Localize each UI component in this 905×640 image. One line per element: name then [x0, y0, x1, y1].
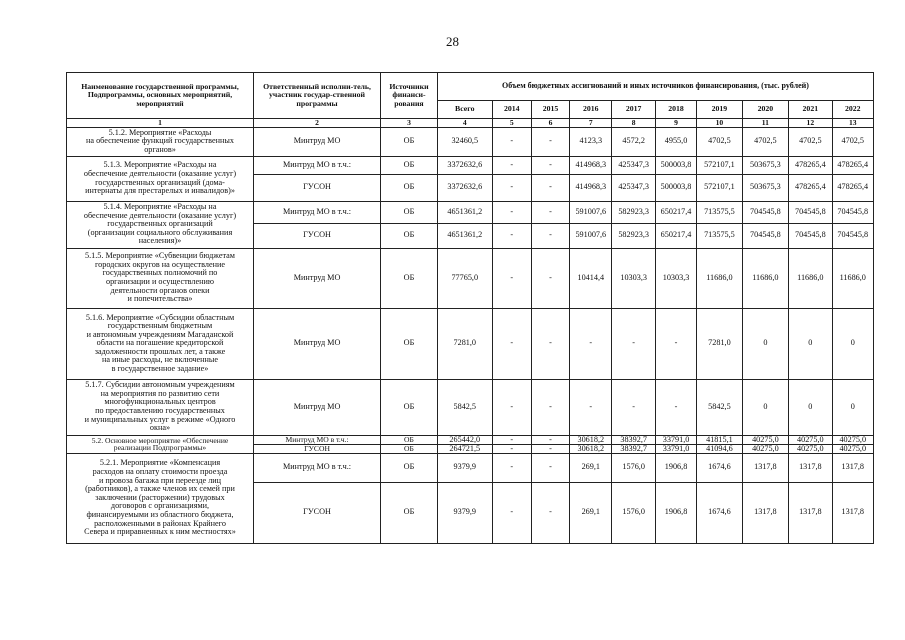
total-cell: 9379,9 [437, 482, 492, 543]
source-cell: ОБ [381, 444, 438, 453]
year-value-cell: 0 [789, 379, 832, 435]
index-cell: 3 [381, 119, 438, 128]
responsible-cell: ГУСОН [254, 223, 381, 248]
year-value-cell: 591007,6 [570, 201, 612, 223]
table-header [67, 73, 874, 119]
year-value-cell: - [531, 248, 569, 308]
year-value-cell: - [531, 308, 569, 379]
year-value-cell: 500003,8 [655, 156, 696, 174]
index-row [67, 119, 874, 128]
index-cell: 5 [492, 119, 531, 128]
year-value-cell: 650217,4 [655, 201, 696, 223]
year-value-cell: 1576,0 [612, 482, 655, 543]
year-value-cell: 713575,5 [697, 201, 742, 223]
year-value-cell: - [531, 482, 569, 543]
year-value-cell: - [492, 174, 531, 201]
year-value-cell: 704545,8 [789, 201, 832, 223]
total-cell: 265442,0 [437, 435, 492, 444]
year-value-cell: 38392,7 [612, 435, 655, 444]
header-year: 2014 [492, 101, 531, 119]
year-value-cell: 33791,0 [655, 444, 696, 453]
header-funding-group: Объем бюджетных ассигнований и иных источников финансирования, (тыс. рублей) [437, 73, 873, 101]
index-cell: 4 [437, 119, 492, 128]
total-cell: 3372632,6 [437, 174, 492, 201]
total-cell: 77765,0 [437, 248, 492, 308]
total-cell: 32460,5 [437, 127, 492, 156]
year-value-cell: 11686,0 [742, 248, 788, 308]
header-name: Наименование государственной программы, Подпрограммы, основных мероприятий, мероприятий [67, 73, 254, 119]
year-value-cell: 704545,8 [742, 201, 788, 223]
year-value-cell: - [612, 308, 655, 379]
responsible-cell: Минтруд МО [254, 127, 381, 156]
year-value-cell: 0 [742, 379, 788, 435]
index-cell: 6 [531, 119, 569, 128]
year-value-cell: - [531, 201, 569, 223]
year-value-cell: 1317,8 [789, 453, 832, 482]
total-cell: 3372632,6 [437, 156, 492, 174]
header-year: 2021 [789, 101, 832, 119]
source-cell: ОБ [381, 482, 438, 543]
year-value-cell: 40275,0 [832, 435, 873, 444]
activity-name: 5.1.4. Мероприятие «Расходы на обеспечение деятельности (оказание услуг) государственных организаций (организации социального обслуживания населения)» [67, 201, 254, 248]
year-value-cell: - [612, 379, 655, 435]
year-value-cell: - [531, 435, 569, 444]
activity-name: 5.1.5. Мероприятие «Субвенции бюджетам городских округов на осуществление государственных полномочий по организации и осуществлению деятельности органов опеки и попечительства» [67, 248, 254, 308]
year-value-cell: 4572,2 [612, 127, 655, 156]
source-cell: ОБ [381, 308, 438, 379]
index-cell: 12 [789, 119, 832, 128]
year-value-cell: 478265,4 [832, 156, 873, 174]
total-cell: 4651361,2 [437, 223, 492, 248]
year-value-cell: 4702,5 [789, 127, 832, 156]
year-value-cell: - [492, 379, 531, 435]
year-value-cell: - [531, 444, 569, 453]
total-cell: 4651361,2 [437, 201, 492, 223]
total-cell: 7281,0 [437, 308, 492, 379]
year-value-cell: - [492, 444, 531, 453]
year-value-cell: 582923,3 [612, 201, 655, 223]
index-cell: 2 [254, 119, 381, 128]
year-value-cell: - [531, 453, 569, 482]
year-value-cell: - [531, 223, 569, 248]
header-year: 2016 [570, 101, 612, 119]
year-value-cell: 1317,8 [742, 482, 788, 543]
year-value-cell: 10414,4 [570, 248, 612, 308]
responsible-cell: ГУСОН [254, 444, 381, 453]
year-value-cell: 1317,8 [832, 482, 873, 543]
year-value-cell: 40275,0 [742, 435, 788, 444]
source-cell: ОБ [381, 174, 438, 201]
year-value-cell: 1317,8 [832, 453, 873, 482]
year-value-cell: 4123,3 [570, 127, 612, 156]
source-cell: ОБ [381, 435, 438, 444]
year-value-cell: 425347,3 [612, 174, 655, 201]
index-cell: 7 [570, 119, 612, 128]
year-value-cell: - [492, 127, 531, 156]
table-row [67, 127, 874, 156]
year-value-cell: 30618,2 [570, 435, 612, 444]
year-value-cell: 4955,0 [655, 127, 696, 156]
year-value-cell: 713575,5 [697, 223, 742, 248]
source-cell: ОБ [381, 201, 438, 223]
index-cell: 11 [742, 119, 788, 128]
year-value-cell: 591007,6 [570, 223, 612, 248]
financing-table [66, 72, 874, 544]
table-row [67, 435, 874, 444]
source-cell: ОБ [381, 379, 438, 435]
responsible-cell: Минтруд МО в т.ч.: [254, 156, 381, 174]
total-cell: 5842,5 [437, 379, 492, 435]
year-value-cell: 7281,0 [697, 308, 742, 379]
year-value-cell: 40275,0 [742, 444, 788, 453]
index-cell: 13 [832, 119, 873, 128]
year-value-cell: - [531, 127, 569, 156]
year-value-cell: 4702,5 [832, 127, 873, 156]
year-value-cell: 1674,6 [697, 453, 742, 482]
header-total: Всего [437, 101, 492, 119]
total-cell: 9379,9 [437, 453, 492, 482]
year-value-cell: 582923,3 [612, 223, 655, 248]
responsible-cell: Минтруд МО [254, 248, 381, 308]
year-value-cell: 478265,4 [832, 174, 873, 201]
year-value-cell: 11686,0 [697, 248, 742, 308]
table-row [67, 308, 874, 379]
header-year: 2017 [612, 101, 655, 119]
year-value-cell: 30618,2 [570, 444, 612, 453]
year-value-cell: 1317,8 [742, 453, 788, 482]
year-value-cell: - [655, 379, 696, 435]
table-row [67, 248, 874, 308]
year-value-cell: - [492, 248, 531, 308]
year-value-cell: 269,1 [570, 453, 612, 482]
year-value-cell: - [570, 379, 612, 435]
activity-name: 5.2.1. Мероприятие «Компенсация расходов на оплату стоимости проезда и провоза багажа при переезде лиц (работников), а также членов их семей при заключении (расторжении) трудовых договоров с организациями, финансируемыми из областного бюджета, расположенными в районах Крайнего Севера и приравненных к ним местностях» [67, 453, 254, 543]
year-value-cell: 4702,5 [742, 127, 788, 156]
year-value-cell: 478265,4 [789, 156, 832, 174]
year-value-cell: 704545,8 [742, 223, 788, 248]
index-cell: 10 [697, 119, 742, 128]
year-value-cell: 414968,3 [570, 174, 612, 201]
year-value-cell: 10303,3 [655, 248, 696, 308]
year-value-cell: 704545,8 [832, 201, 873, 223]
year-value-cell: 40275,0 [832, 444, 873, 453]
page-number: 28 [446, 34, 459, 49]
year-value-cell: 572107,1 [697, 174, 742, 201]
year-value-cell: 425347,3 [612, 156, 655, 174]
year-value-cell: 503675,3 [742, 174, 788, 201]
year-value-cell: 0 [742, 308, 788, 379]
source-cell: ОБ [381, 127, 438, 156]
table-body [67, 119, 874, 544]
year-value-cell: 10303,3 [612, 248, 655, 308]
source-cell: ОБ [381, 223, 438, 248]
responsible-cell: Минтруд МО [254, 308, 381, 379]
table-row [67, 379, 874, 435]
table-row [67, 201, 874, 223]
year-value-cell: 40275,0 [789, 435, 832, 444]
responsible-cell: ГУСОН [254, 174, 381, 201]
header-year: 2019 [697, 101, 742, 119]
year-value-cell: - [531, 174, 569, 201]
year-value-cell: - [570, 308, 612, 379]
activity-name: 5.1.6. Мероприятие «Субсидии областным государственным бюджетным и автономным учреждениям Магаданской области на погашение кредиторской задолженности прошлых лет, а также на иные расходы, не включенные в государственное задание» [67, 308, 254, 379]
header-year: 2020 [742, 101, 788, 119]
year-value-cell: - [492, 223, 531, 248]
total-cell: 264721,5 [437, 444, 492, 453]
year-value-cell: 650217,4 [655, 223, 696, 248]
year-value-cell: 0 [832, 308, 873, 379]
header-responsible: Ответственный исполни-тель, участник государ-ственной программы [254, 73, 381, 119]
year-value-cell: 11686,0 [789, 248, 832, 308]
activity-name: 5.1.3. Мероприятие «Расходы на обеспечение деятельности (оказание услуг) государственных организаций (дома- интернаты для престарелых и инвалидов)» [67, 156, 254, 201]
year-value-cell: 5842,5 [697, 379, 742, 435]
year-value-cell: 414968,3 [570, 156, 612, 174]
header-source: Источники финанси-рования [381, 73, 438, 119]
year-value-cell: 4702,5 [697, 127, 742, 156]
year-value-cell: - [492, 453, 531, 482]
responsible-cell: Минтруд МО в т.ч.: [254, 201, 381, 223]
year-value-cell: 33791,0 [655, 435, 696, 444]
year-value-cell: - [492, 482, 531, 543]
year-value-cell: 269,1 [570, 482, 612, 543]
index-cell: 8 [612, 119, 655, 128]
source-cell: ОБ [381, 248, 438, 308]
year-value-cell: 11686,0 [832, 248, 873, 308]
year-value-cell: 503675,3 [742, 156, 788, 174]
header-year: 2022 [832, 101, 873, 119]
activity-name: 5.1.2. Мероприятие «Расходы на обеспечение функций государственных органов» [67, 127, 254, 156]
year-value-cell: - [492, 435, 531, 444]
year-value-cell: - [655, 308, 696, 379]
year-value-cell: 1906,8 [655, 482, 696, 543]
index-cell: 1 [67, 119, 254, 128]
year-value-cell: 704545,8 [832, 223, 873, 248]
year-value-cell: - [531, 156, 569, 174]
year-value-cell: 500003,8 [655, 174, 696, 201]
year-value-cell: 41094,6 [697, 444, 742, 453]
year-value-cell: 1674,6 [697, 482, 742, 543]
year-value-cell: 1576,0 [612, 453, 655, 482]
year-value-cell: - [492, 308, 531, 379]
year-value-cell: - [492, 156, 531, 174]
year-value-cell: - [531, 379, 569, 435]
year-value-cell: - [492, 201, 531, 223]
header-year: 2018 [655, 101, 696, 119]
year-value-cell: 572107,1 [697, 156, 742, 174]
year-value-cell: 0 [789, 308, 832, 379]
responsible-cell: ГУСОН [254, 482, 381, 543]
activity-name: 5.2. Основное мероприятие «Обеспечение реализации Подпрограммы» [67, 435, 254, 453]
year-value-cell: 38392,7 [612, 444, 655, 453]
index-cell: 9 [655, 119, 696, 128]
responsible-cell: Минтруд МО в т.ч.: [254, 435, 381, 444]
year-value-cell: 478265,4 [789, 174, 832, 201]
table-row [67, 156, 874, 174]
year-value-cell: 1906,8 [655, 453, 696, 482]
year-value-cell: 0 [832, 379, 873, 435]
activity-name: 5.1.7. Субсидии автономным учреждениям на мероприятия по развитию сети многофункциональных центров по предоставлению государственных и муниципальных услуг в режиме «Одного окна» [67, 379, 254, 435]
table-row [67, 453, 874, 482]
year-value-cell: 41815,1 [697, 435, 742, 444]
responsible-cell: Минтруд МО [254, 379, 381, 435]
year-value-cell: 40275,0 [789, 444, 832, 453]
year-value-cell: 704545,8 [789, 223, 832, 248]
header-year: 2015 [531, 101, 569, 119]
source-cell: ОБ [381, 156, 438, 174]
source-cell: ОБ [381, 453, 438, 482]
year-value-cell: 1317,8 [789, 482, 832, 543]
responsible-cell: Минтруд МО в т.ч.: [254, 453, 381, 482]
